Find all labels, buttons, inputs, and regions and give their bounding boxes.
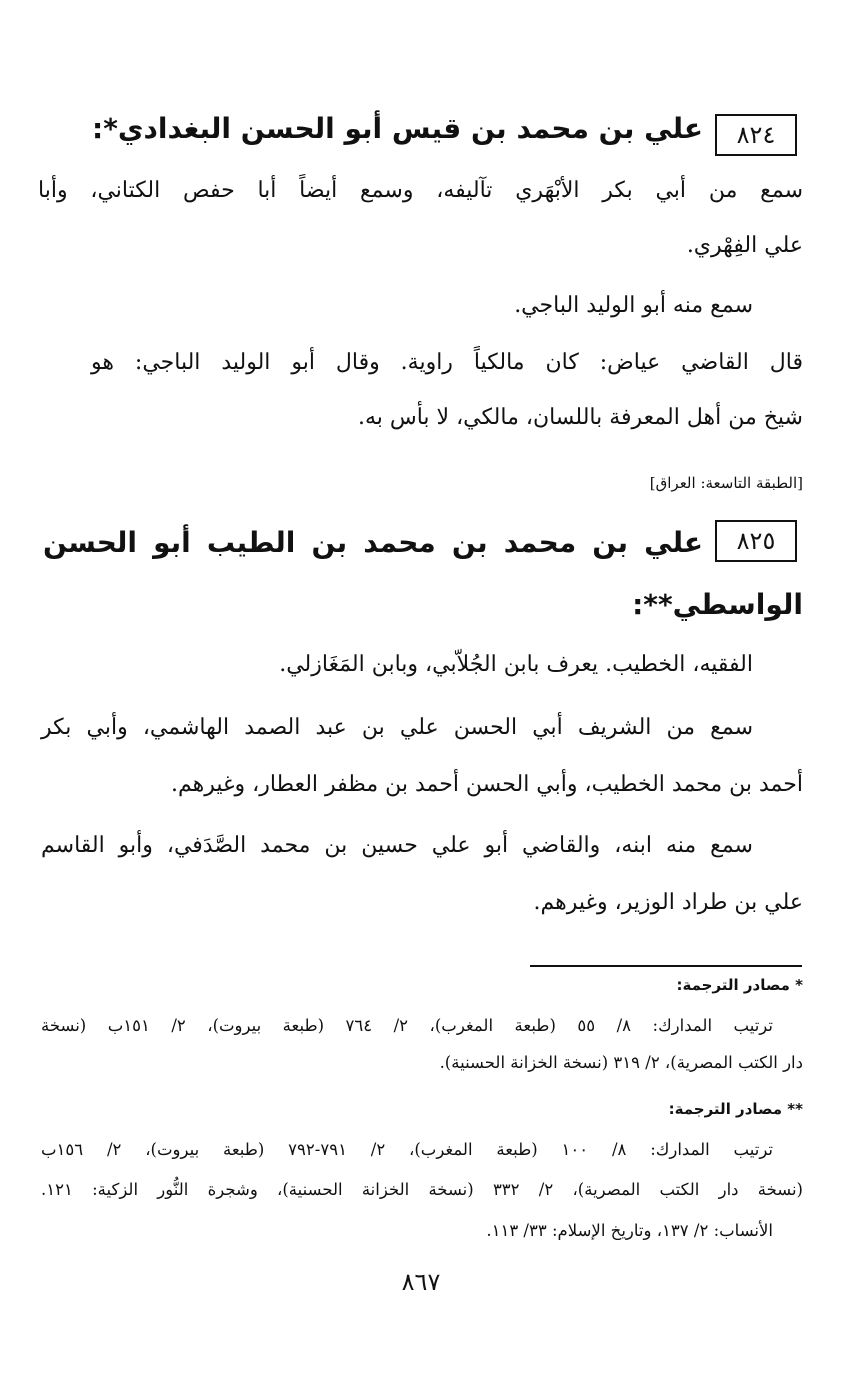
footnote-separator: [530, 965, 802, 967]
footnote-line: (نسخة دار الكتب المصرية)، ٢/ ٣٣٢ (نسخة الخزانة الحسنية)، وشجرة النُّور الزكية: ١٢١.: [41, 1180, 803, 1199]
entry-title: علي بن محمد بن محمد بن الطيب أبو الحسن: [43, 526, 703, 559]
footnote-line: ترتيب المدارك: ٨/ ٥٥ (طبعة المغرب)، ٢/ ٧٦٤ (طبعة بيروت)، ٢/ ١٥١ب (نسخة: [41, 1016, 773, 1035]
paragraph-line: سمع من أبي بكر الأبْهَري تآليفه، وسمع أيضاً أبا حفص الكتاني، وأبا: [38, 178, 803, 203]
section-label: [الطبقة التاسعة: العراق]: [649, 474, 803, 492]
footnote-line: الأنساب: ٢/ ١٣٧، وتاريخ الإسلام: ٣٣/ ١١٣.: [486, 1221, 773, 1240]
paragraph-line: قال القاضي عياض: كان مالكياً راوية. وقال أبو الوليد الباجي: هو: [91, 350, 803, 375]
entry-number: ٨٢٤: [736, 121, 776, 149]
entry-title: علي بن محمد بن قيس أبو الحسن البغدادي*:: [92, 112, 703, 145]
entry-number-box: [715, 520, 797, 562]
paragraph-line: علي بن طراد الوزير، وغيرهم.: [533, 890, 803, 915]
entry-title-continued: الواسطي**:: [632, 588, 803, 621]
paragraph-line: أحمد بن محمد الخطيب، وأبي الحسن أحمد بن مظفر العطار، وغيرهم.: [170, 772, 803, 797]
paragraph-line: سمع منه أبو الوليد الباجي.: [514, 293, 753, 318]
paragraph-line: شيخ من أهل المعرفة باللسان، مالكي، لا بأس به.: [357, 405, 803, 430]
footnote-line: ترتيب المدارك: ٨/ ١٠٠ (طبعة المغرب)، ٢/ ٧٩١-٧٩٢ (طبعة بيروت)، ٢/ ١٥٦ب: [41, 1140, 774, 1159]
entry-number: ٨٢٥: [736, 527, 776, 555]
paragraph-line: الفقيه، الخطيب. يعرف بابن الجُلاّبي، وبابن المَغَازلي.: [279, 652, 753, 677]
paragraph-line: سمع منه ابنه، والقاضي أبو علي حسين بن محمد الصَّدَفي، وأبو القاسم: [41, 833, 753, 858]
entry-number-box: [715, 114, 797, 156]
footnote-heading: ** مصادر الترجمة:: [668, 1100, 803, 1118]
page-number: ٨٦٧: [401, 1268, 441, 1296]
paragraph-line: سمع من الشريف أبي الحسن علي بن عبد الصمد الهاشمي، وأبي بكر: [41, 715, 754, 740]
paragraph-line: علي الفِهْري.: [686, 233, 803, 258]
footnote-line: دار الكتب المصرية)، ٢/ ٣١٩ (نسخة الخزانة الحسنية).: [439, 1053, 803, 1072]
footnote-heading: * مصادر الترجمة:: [676, 976, 803, 994]
